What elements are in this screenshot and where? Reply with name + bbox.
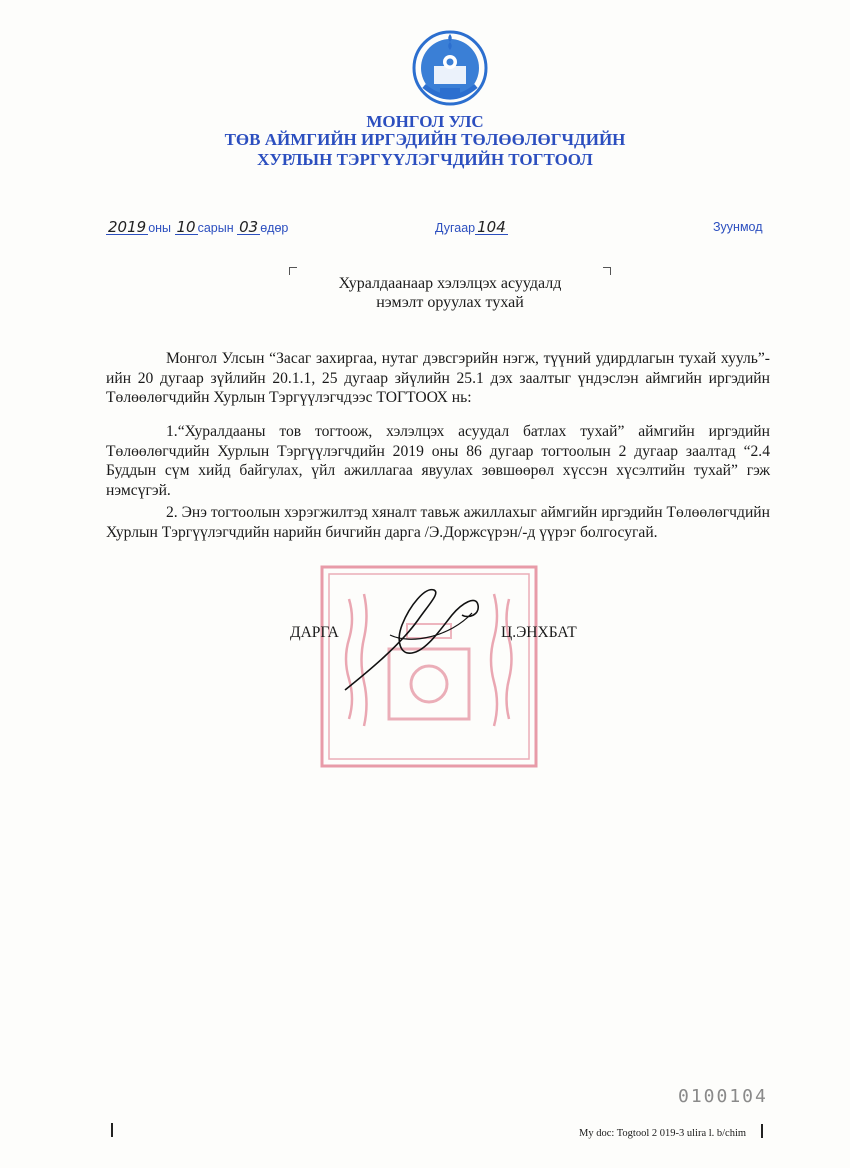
- body-paragraph-1: [106, 349, 770, 408]
- header-document-type: ХУРЛЫН ТЭРГҮҮЛЭГЧДИЙН ТОГТООЛ: [257, 150, 593, 169]
- document-number: [435, 220, 508, 235]
- footer-left-mark: [111, 1123, 113, 1137]
- document-date: [106, 220, 288, 235]
- date-day-label: өдөр: [260, 221, 289, 235]
- body-paragraph-3: [106, 503, 770, 542]
- paragraph-1-text: Монгол Улсын “Засаг захиргаа, нутаг дэвсгэрийн нэгж, түүний удирдлагын тухай хууль”-ийн 20 дугаар зүйлийн 20.1.1, 25 дугаар зйүлийн 25.1 дэх заалтыг үндэслэн аймгийн иргэдийн Төлөөлөгчдийн Хурлын Тэргүүлэгчдээс ТОГТООХ нь:: [106, 350, 770, 406]
- number-value: 104: [477, 218, 506, 236]
- footer-file-reference: My doc: Togtool 2 019-3 ulira l. b/chim: [579, 1128, 747, 1139]
- serial-number: 0100104: [678, 1086, 768, 1107]
- number-label: Дугаар: [435, 221, 476, 235]
- signature-icon: [330, 575, 490, 705]
- header-council: ТӨВ АЙМГИЙН ИРГЭДИЙН ТӨЛӨӨЛӨГЧДИЙН: [224, 130, 626, 149]
- state-emblem-icon: [410, 28, 490, 110]
- signatory-title: ДАРГА: [290, 624, 339, 641]
- date-month: 10: [176, 218, 196, 236]
- header-country: МОНГОЛ УЛС: [366, 112, 484, 131]
- subject-line-2: нэмэлт оруулах тухай: [376, 294, 524, 311]
- paragraph-3-text: 2. Энэ тогтоолын хэрэгжилтэд хяналт тавьж ажиллахыг аймгийн иргэдийн Төлөөлөгчдийн Хурлын Тэргүүлэгчдийн нарийн бичгийн дарга /Э.Доржсүрэн/-д үүрэг болгосугай.: [106, 504, 770, 541]
- date-month-label: сарын: [197, 221, 234, 235]
- subject-line-1: Хуралдаанаар хэлэлцэх асуудалд: [338, 275, 562, 292]
- paragraph-2-text: 1.“Хуралдааны тов тогтоож, хэлэлцэх асуудал батлах тухай” аймгийн иргэдийн Төлөөлөгчдийн Хурлын Тэргүүлэгчдийн 2019 оны 86 дугаар тогтоолын 2 дугаар заалтад “2.4 Буддын сүм хийд байгулах, үйл ажиллагаа явуулах зөвшөөрөл хүссэн хүсэлтийн тухай” гэж нэмсүгэй.: [106, 423, 770, 499]
- date-year-label: оны: [148, 221, 172, 235]
- document-place: Зуунмод: [713, 220, 763, 234]
- date-day: 03: [239, 218, 259, 236]
- footer-right-mark: [761, 1124, 763, 1138]
- body-paragraph-2: [106, 422, 770, 500]
- date-year: 2019: [108, 218, 147, 236]
- signatory-name: Ц.ЭНХБАТ: [501, 624, 577, 641]
